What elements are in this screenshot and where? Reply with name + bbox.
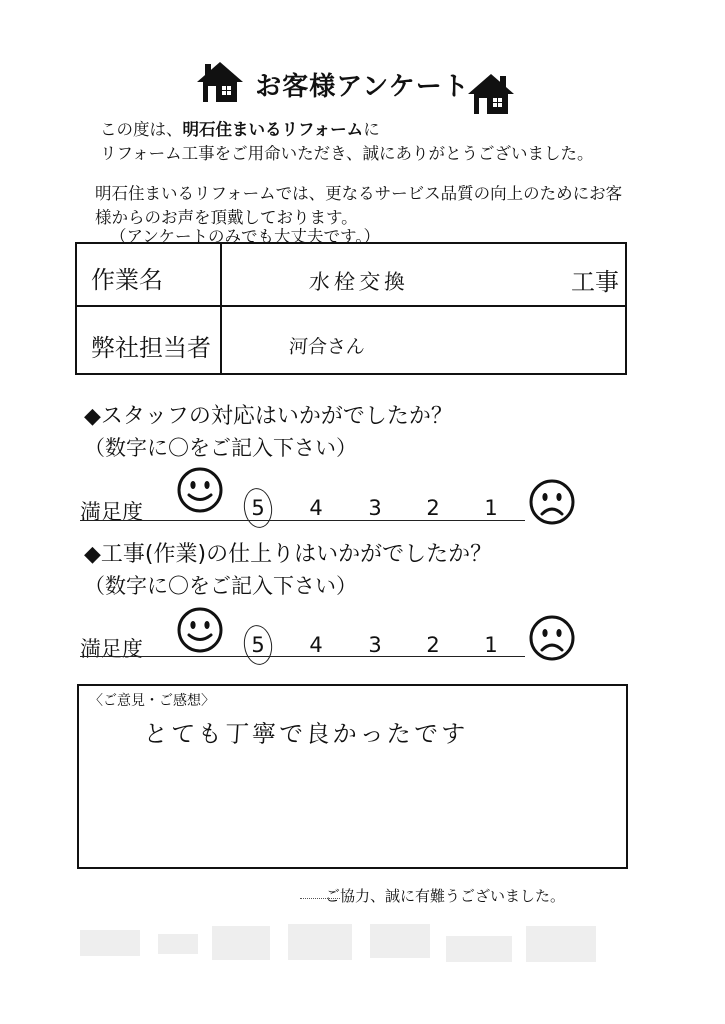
comments-label: 〈ご意見・ご感想〉 (89, 693, 215, 709)
rating-underline (80, 520, 525, 521)
faded-footer-graphic (80, 918, 610, 968)
rating-option-3[interactable]: 3 (368, 496, 382, 520)
satisfaction-label: 満足度 (80, 500, 143, 524)
rating-option-3[interactable]: 3 (368, 633, 382, 657)
smiley-face-icon (176, 466, 224, 514)
staff-value[interactable]: 河合さん (288, 336, 366, 358)
sad-face-icon (528, 614, 576, 662)
intro-note: （アンケートのみでも大丈夫です。） (110, 227, 380, 246)
work-name-value[interactable]: 水栓交換 (308, 270, 410, 294)
question-1: ◆スタッフの対応はいかがでしたか？ (84, 404, 453, 429)
smiley-face-icon (176, 606, 224, 654)
job-info-table (75, 242, 627, 375)
rating-option-5[interactable]: 5 (251, 496, 265, 520)
selected-rating-circle (241, 486, 274, 530)
intro-paragraph: この度は、明石住まいるリフォームに リフォーム工事をご用命いただき、誠にありがとうございました。 (100, 120, 594, 163)
rating-option-2[interactable]: 2 (426, 633, 440, 657)
rating-option-1[interactable]: 1 (484, 633, 498, 657)
selected-rating-circle (241, 623, 274, 667)
staff-label: 弊社担当者 (91, 334, 211, 362)
comments-text: とても丁寧で良かったです (142, 720, 469, 748)
satisfaction-label: 満足度 (80, 637, 143, 661)
question-2-instruction: （数字に〇をご記入下さい） (84, 574, 357, 598)
house-icon (466, 72, 516, 116)
rating-option-1[interactable]: 1 (484, 496, 498, 520)
work-name-label: 作業名 (91, 266, 163, 294)
work-name-suffix: 工事 (571, 268, 619, 296)
company-name: 明石住まいるリフォーム (182, 120, 364, 139)
intro-paragraph-2: 明石住まいるリフォームでは、更なるサービス品質の向上のためにお客 様からのお声を頂戴しております。 (95, 184, 623, 227)
rating-option-5[interactable]: 5 (251, 633, 265, 657)
question-2: ◆工事(作業)の仕上りはいかがでしたか？ (84, 542, 493, 567)
rating-option-4[interactable]: 4 (309, 633, 323, 657)
rating-option-4[interactable]: 4 (309, 496, 323, 520)
sad-face-icon (528, 478, 576, 526)
question-1-instruction: （数字に〇をご記入下さい） (84, 436, 357, 460)
comments-box[interactable] (77, 684, 628, 869)
page-title: お客様アンケート (255, 72, 470, 102)
rating-option-2[interactable]: 2 (426, 496, 440, 520)
thanks-text: ご協力、誠に有難うございました。 (325, 887, 566, 905)
